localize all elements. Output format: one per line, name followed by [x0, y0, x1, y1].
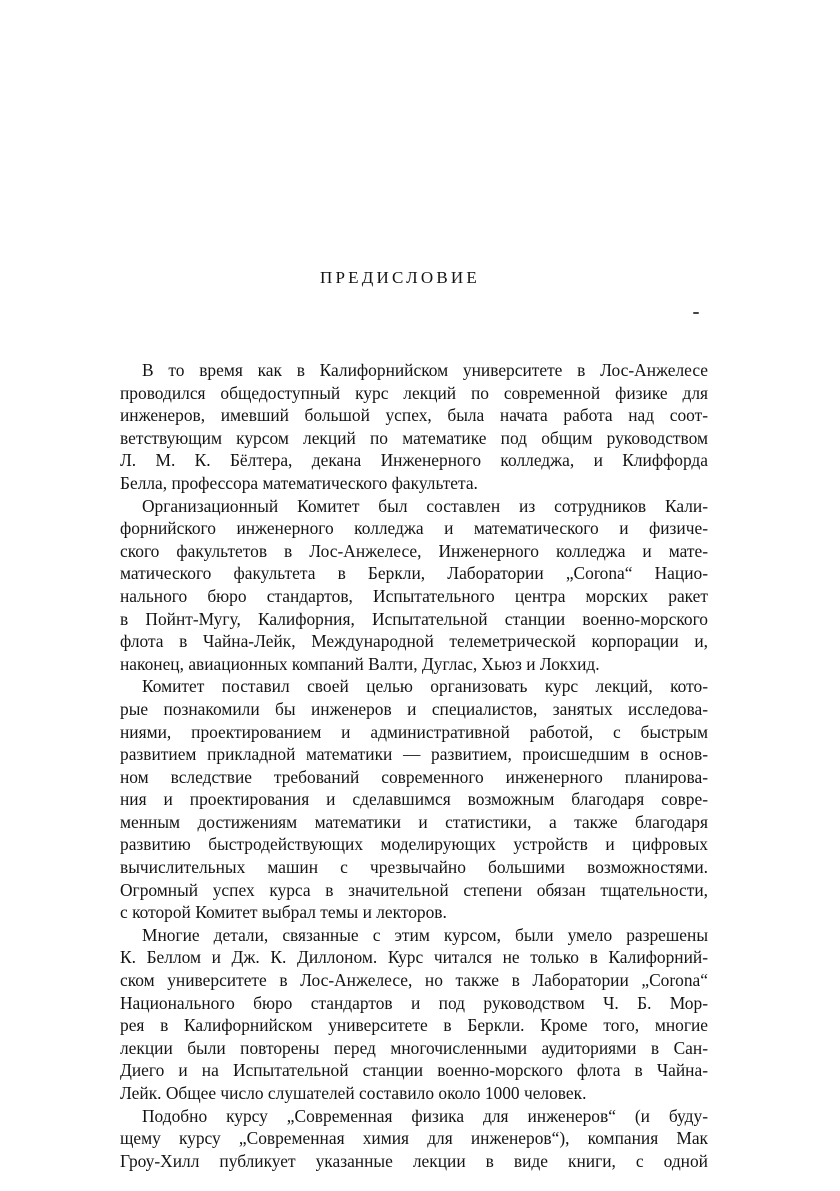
text-line: Белла, профессора математического факультета. — [120, 472, 478, 493]
text-line: Гроу-Хилл публикует указанные лекции в виде книги, с одной — [120, 1150, 708, 1171]
text-line: рые познакомили бы инженеров и специалистов, занятых исследова- — [120, 698, 708, 719]
text-line: В то время как в Калифорнийском университете в Лос-Анжелесе — [142, 360, 708, 380]
text-line: ном вследствие требований современного инженерного планирова- — [120, 766, 708, 787]
text-line: ского факультетов в Лос-Анжелесе, Инженерного колледжа и мате- — [120, 540, 708, 561]
paragraph-2 — [120, 495, 708, 676]
text-line: Комитет поставил своей целью организовать курс лекций, кото- — [142, 676, 708, 697]
text-line: менным достижениям математики и статистики, а также благодаря — [120, 811, 708, 832]
text-line: в Пойнт-Мугу, Калифорния, Испытательной станции военно-морского — [120, 608, 708, 629]
paragraph-4 — [120, 924, 708, 1105]
text-line: рея в Калифорнийском университете в Беркли. Кроме того, многие — [120, 1015, 708, 1036]
text-line: ниями, проектированием и административной работой, с быстрым — [120, 721, 708, 742]
text-line: Диего и на Испытательной станции военно-морского флота в Чайна- — [120, 1060, 708, 1081]
text-line: развитием прикладной математики — развитием, происшедшим в основ- — [120, 744, 708, 765]
text-line: лекции были повторены перед многочисленными аудиториями в Сан- — [120, 1037, 708, 1058]
text-line: Огромный успех курса в значительной степени обязан тщательности, — [120, 879, 708, 900]
text-line: форнийского инженерного колледжа и математического и физиче- — [120, 518, 708, 539]
text-line: нального бюро стандартов, Испытательного центра морских ракет — [120, 585, 708, 606]
text-line: ния и проектирования и сделавшимся возможным благодаря совре- — [120, 789, 708, 810]
page-heading: ПРЕДИСЛОВИЕ — [320, 268, 480, 287]
text-line: Организационный Комитет был составлен из сотрудников Кали- — [142, 495, 708, 516]
paragraph-1 — [120, 359, 708, 495]
text-line: Национального бюро стандартов и под руководством Ч. Б. Мор- — [120, 992, 708, 1013]
text-line: Многие детали, связанные с этим курсом, были умело разрешены — [142, 924, 708, 945]
text-line: матического факультета в Беркли, Лаборатории „Corona“ Нацио- — [120, 563, 708, 584]
preface-body — [120, 359, 708, 1172]
paragraph-3 — [120, 675, 708, 924]
paragraph-5 — [120, 1105, 708, 1173]
text-line: Лейк. Общее число слушателей составило около 1000 человек. — [120, 1083, 587, 1103]
text-line: вычислительных машин с чрезвычайно большими возможностями. — [120, 857, 708, 878]
text-line: с которой Комитет выбрал темы и лекторов. — [120, 902, 447, 923]
text-line: флота в Чайна-Лейк, Международной телеметрической корпорации и, — [120, 631, 708, 652]
text-line: К. Беллом и Дж. К. Диллоном. Курс читался не только в Калифорний- — [120, 947, 708, 968]
text-line: Л. М. К. Бёлтера, декана Инженерного колледжа, и Клиффорда — [120, 450, 708, 471]
text-line: развитию быстродействующих моделирующих устройств и цифровых — [120, 834, 708, 855]
text-line: Подобно курсу „Современная физика для инженеров“ (и буду- — [142, 1105, 708, 1126]
text-line: проводился общедоступный курс лекций по современной физике для — [120, 382, 708, 403]
text-line: наконец, авиационных компаний Валти, Дуглас, Хьюз и Локхид. — [120, 653, 600, 674]
text-line: ветствующим курсом лекций по математике под общим руководством — [120, 427, 708, 448]
text-line: инженеров, имевший большой успех, была начата работа над соот- — [120, 405, 708, 426]
text-line: ском университете в Лос-Анжелесе, но также в Лаборатории „Corona“ — [120, 970, 708, 991]
print-speck — [693, 312, 699, 314]
text-line: щему курсу „Современная химия для инженеров“), компания Мак — [120, 1128, 708, 1149]
